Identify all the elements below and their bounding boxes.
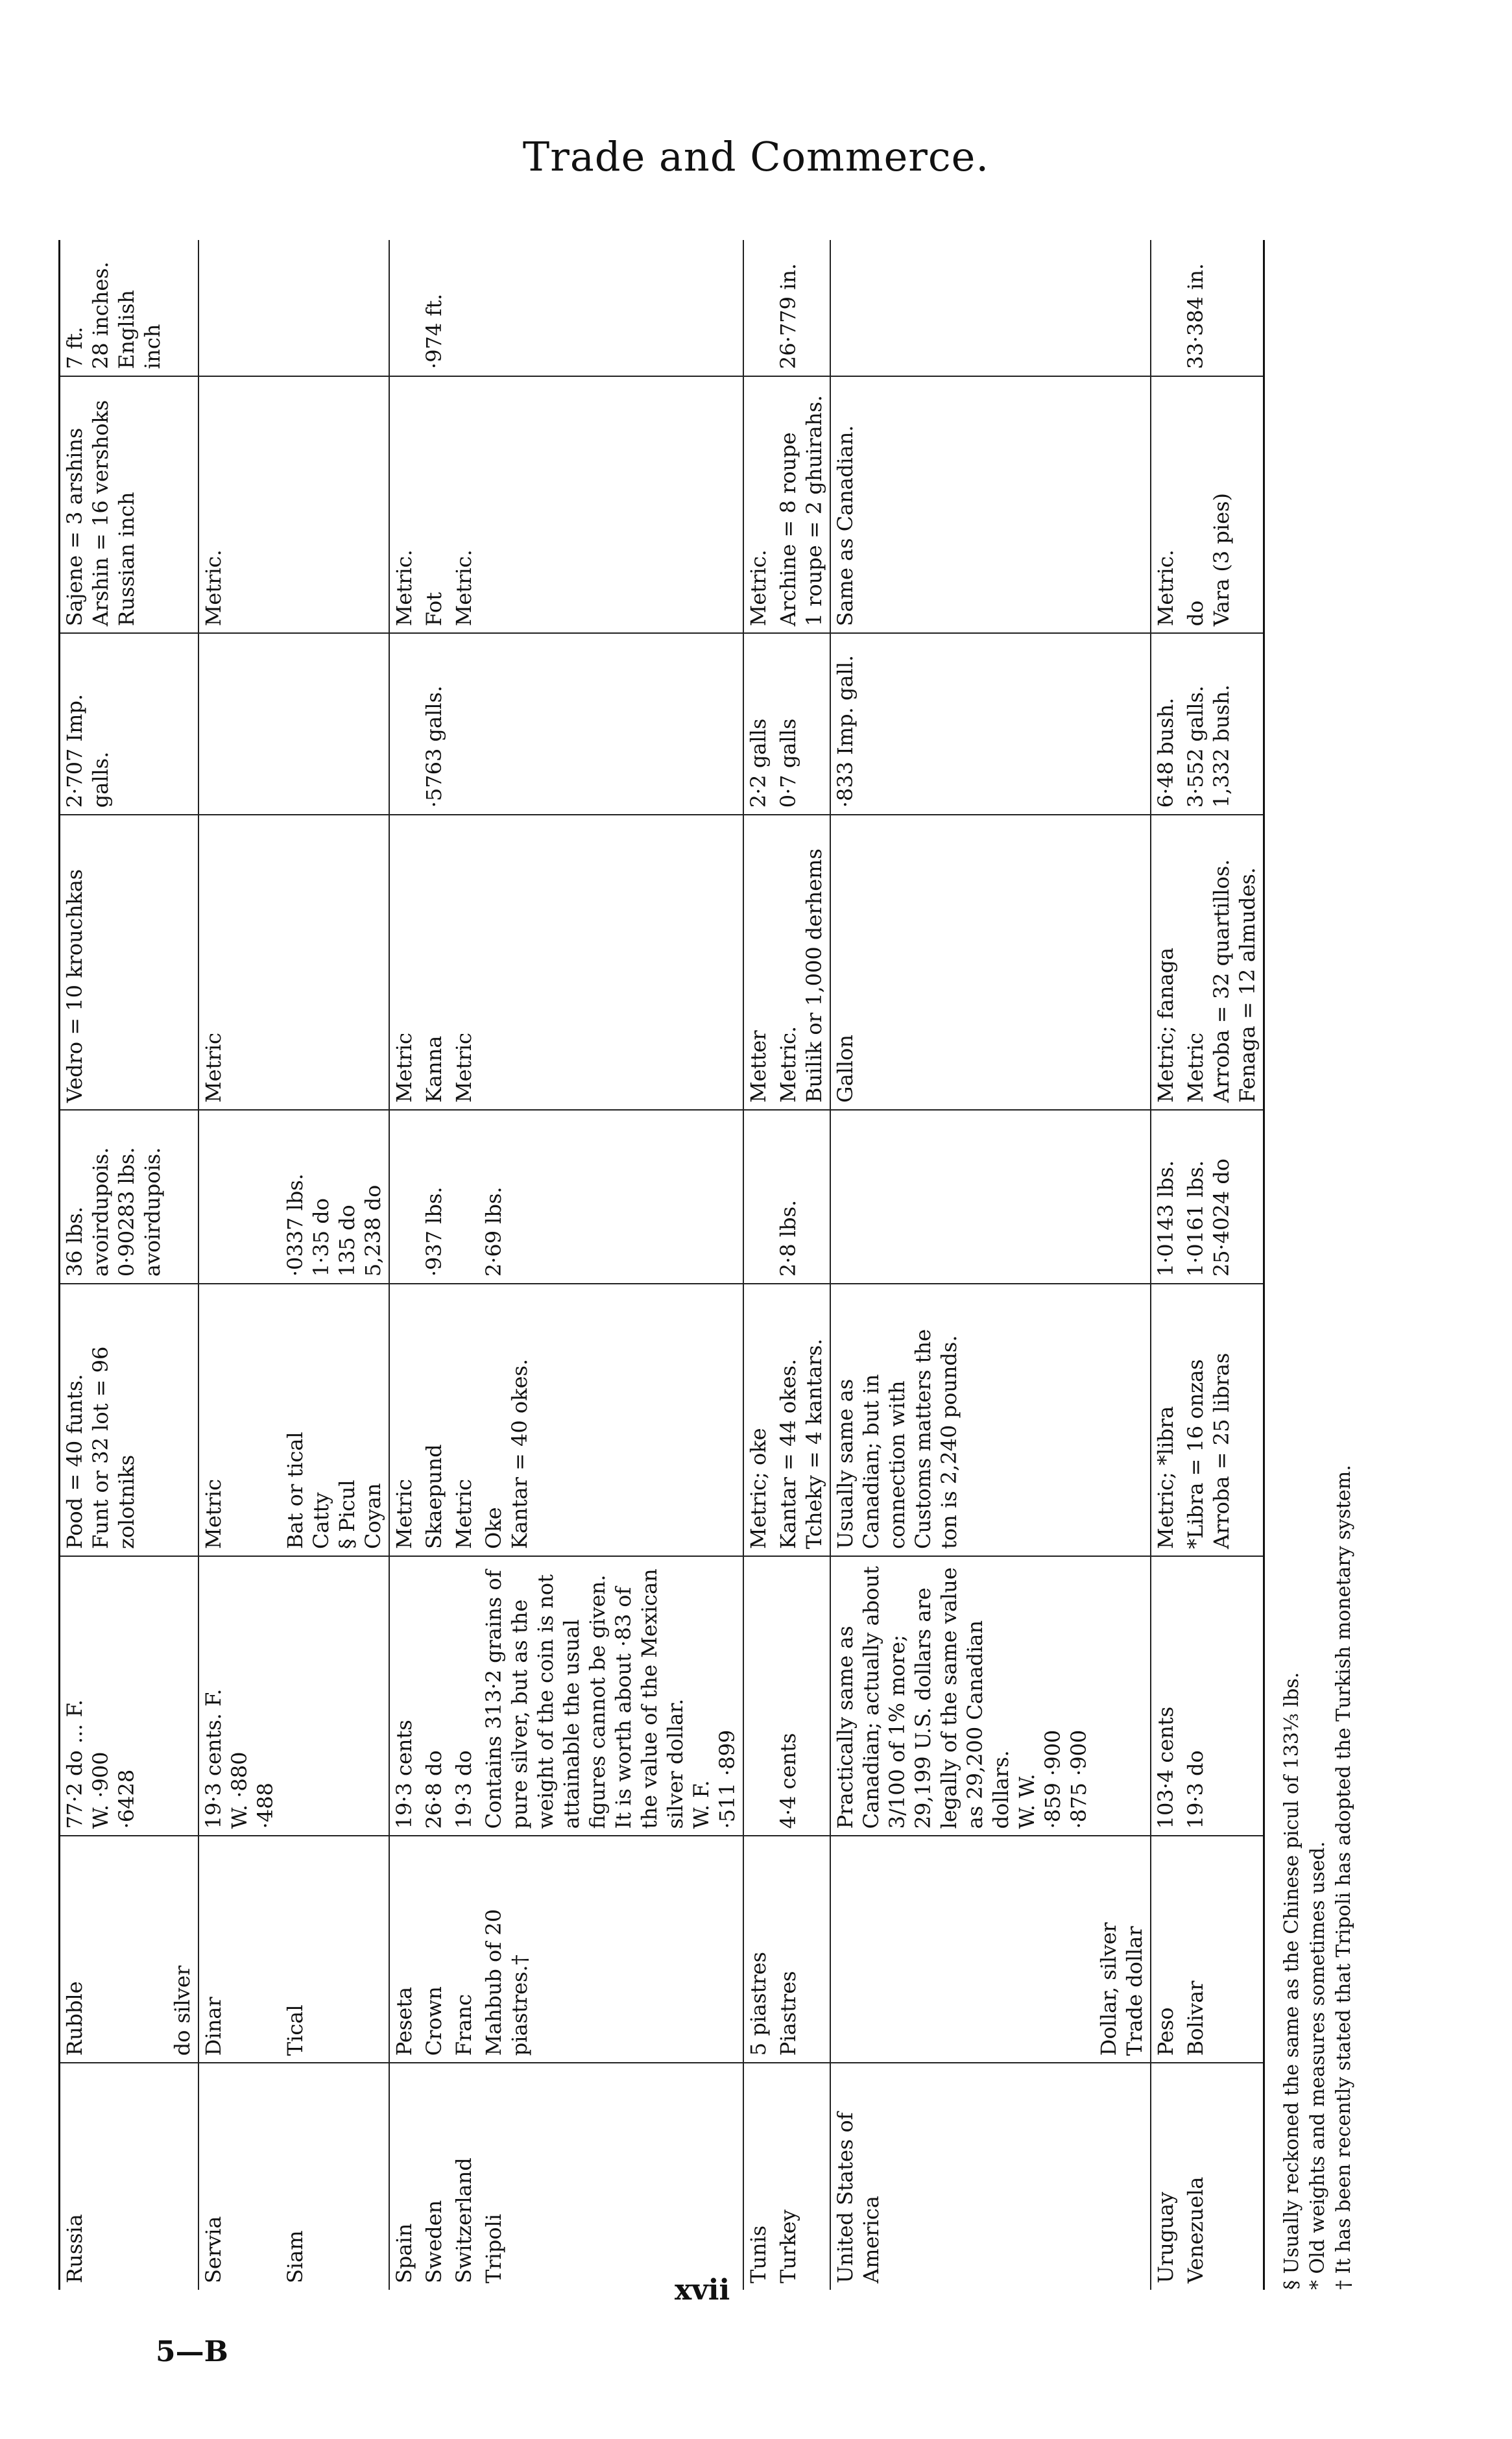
table-body <box>60 240 1264 2290</box>
cell-liquid: Kanna <box>420 815 450 1110</box>
cell-value: 19·3 cents <box>389 1556 420 1836</box>
cell-country: Tunis <box>743 2063 774 2290</box>
table-row <box>420 240 450 2290</box>
cell-value: 19·3 do <box>450 1556 479 1836</box>
cell-value <box>743 1556 774 1836</box>
cell-weight-equiv: 2·8 lbs. <box>774 1110 830 1284</box>
cell-liquid <box>479 815 743 1110</box>
cell-long: Metric. <box>198 376 281 633</box>
cell-length-equiv <box>281 240 389 376</box>
cell-value: 4·4 cents <box>774 1556 830 1836</box>
cell-weight: Metric; oke <box>743 1284 774 1556</box>
cell-long: Metric. <box>743 376 774 633</box>
page-title: Trade and Commerce. <box>522 133 990 180</box>
cell-unit: Dollar, silver Trade dollar <box>1094 1836 1151 2063</box>
cell-country: Turkey <box>776 2209 800 2283</box>
cell-liquid: Metric; fanaga <box>1151 815 1181 1110</box>
cell-unit: Piastres <box>774 1836 830 2063</box>
cell-imperial: 2·707 Imp. galls. <box>60 633 169 815</box>
cell-liquid: Metric <box>450 815 479 1110</box>
cell-country: Tripoli <box>481 2213 506 2283</box>
cell-length-equiv <box>830 240 1094 376</box>
cell-value: Practically same as Canadian; actually about 3/100 of 1% more; 29,199 U.S. dollars are legally of the same value as 29,200 Canadian dollars. W. W. ·859 ·900 ·875 ·900 <box>830 1556 1094 1836</box>
cell-country: Spain <box>389 2063 420 2290</box>
cell-value: 77·2 do ... F. W. ·900 ·6428 <box>60 1556 169 1836</box>
cell-length-equiv <box>198 240 281 376</box>
table-row <box>1181 240 1264 2290</box>
cell-country: Sweden <box>422 2200 446 2283</box>
cell-unit: Peso <box>1151 1836 1181 2063</box>
cell-length-equiv <box>743 240 774 376</box>
cell-length-equiv <box>1151 240 1181 376</box>
cell-length-equiv: 33·384 in. <box>1181 240 1264 376</box>
cell-imperial <box>1094 633 1151 815</box>
table-row <box>450 240 479 2290</box>
cell-weight-equiv <box>830 1110 1094 1284</box>
cell-unit: 5 piastres <box>743 1836 774 2063</box>
cell-value <box>168 1556 198 1836</box>
cell-liquid: Metric <box>198 815 281 1110</box>
cell-country: Venezuela <box>1181 2063 1264 2290</box>
cell-weight-equiv <box>450 1110 479 1284</box>
cell-imperial <box>198 633 281 815</box>
cell-long <box>479 376 743 633</box>
cell-weight: Oke Kantar = 40 okes. <box>479 1284 743 1556</box>
table-row <box>1151 240 1181 2290</box>
cell-country: Russia <box>60 2063 169 2290</box>
table-row <box>479 240 743 2290</box>
cell-imperial <box>389 633 420 815</box>
table-row <box>198 240 281 2290</box>
table-row <box>830 240 1094 2290</box>
table-row <box>60 240 169 2290</box>
sheet-mark: 5—B <box>156 2335 228 2368</box>
cell-liquid <box>281 815 389 1110</box>
cell-country <box>168 2063 198 2290</box>
cell-value: Contains 313·2 grains of pure silver, but as the weight of the coin is not attainable the usual figures cannot be given. It is worth about ·83 of the value of the Mexican silver dollar. W. F. ·511 ·899 <box>479 1556 743 1836</box>
cell-value: 19·3 cents. F. W. ·880 ·488 <box>198 1556 281 1836</box>
cell-weight: Skaepund <box>420 1284 450 1556</box>
cell-weight-equiv <box>389 1110 420 1284</box>
cell-length-equiv <box>1094 240 1151 376</box>
cell-weight-equiv: ·0337 lbs. 1·35 do 135 do 5,238 do <box>281 1110 389 1284</box>
cell-imperial <box>479 633 743 815</box>
trade-table <box>58 240 1265 2290</box>
cell-liquid: Metric <box>389 815 420 1110</box>
footnote: † It has been recently stated that Tripoli has adopted the Turkish monetary system. <box>1332 1465 1355 2290</box>
cell-weight: Metric <box>450 1284 479 1556</box>
cell-unit: Tical <box>281 1836 389 2063</box>
cell-liquid: Metric. Builik or 1,000 derhems <box>774 815 830 1110</box>
page-folio: xvii <box>675 2274 730 2307</box>
cell-weight-equiv: 1·0161 lbs. 25·4024 do <box>1181 1110 1264 1284</box>
footnotes <box>1279 240 1357 2290</box>
cell-imperial: 3·552 galls. 1,332 bush. <box>1181 633 1264 815</box>
cell-length-equiv: 26·779 in. <box>774 240 830 376</box>
table-row <box>281 240 389 2290</box>
cell-unit: do silver <box>168 1836 198 2063</box>
cell-value: 26·8 do <box>420 1556 450 1836</box>
cell-country: United States of America <box>830 2063 1094 2290</box>
table-row <box>743 240 774 2290</box>
cell-unit <box>830 1836 1094 2063</box>
cell-length-equiv <box>479 240 743 376</box>
cell-weight-equiv <box>743 1110 774 1284</box>
footnote: § Usually reckoned the same as the Chinese picul of 133⅓ lbs. <box>1280 1672 1303 2290</box>
cell-imperial <box>450 633 479 815</box>
table-row <box>1094 240 1151 2290</box>
cell-weight-equiv: 2·69 lbs. <box>479 1110 743 1284</box>
cell-long: Metric. <box>389 376 420 633</box>
cell-value <box>281 1556 389 1836</box>
cell-weight: Metric; *libra <box>1151 1284 1181 1556</box>
cell-length-equiv: 7 ft. 28 inches. English inch <box>60 240 169 376</box>
cell-unit: Bolivar <box>1181 1836 1264 2063</box>
cell-weight: *Libra = 16 onzas Arroba = 25 libras <box>1181 1284 1264 1556</box>
cell-liquid: Vedro = 10 krouchkas <box>60 815 169 1110</box>
cell-length-equiv <box>168 240 198 376</box>
cell-imperial <box>168 633 198 815</box>
cell-unit: Rubble <box>60 1836 169 2063</box>
cell-country: Siam <box>283 2230 307 2283</box>
cell-country: Uruguay <box>1151 2063 1181 2290</box>
cell-long <box>1094 376 1151 633</box>
cell-imperial: 6·48 bush. <box>1151 633 1181 815</box>
cell-liquid: Gallon <box>830 815 1094 1110</box>
cell-weight: Kantar = 44 okes. Tcheky = 4 kantars. <box>774 1284 830 1556</box>
cell-long: do Vara (3 pies) <box>1181 376 1264 633</box>
cell-weight: Usually same as Canadian; but in connection with Customs matters the ton is 2,240 pounds. <box>830 1284 1094 1556</box>
cell-long <box>168 376 198 633</box>
cell-imperial: 2·2 galls <box>743 633 774 815</box>
cell-weight: Metric <box>389 1284 420 1556</box>
cell-weight-equiv: ·937 lbs. <box>420 1110 450 1284</box>
cell-weight-equiv: 1·0143 lbs. <box>1151 1110 1181 1284</box>
cell-long: Same as Canadian. <box>830 376 1094 633</box>
cell-liquid <box>1094 815 1151 1110</box>
cell-unit: Crown <box>420 1836 450 2063</box>
cell-unit: Franc <box>450 1836 479 2063</box>
cell-weight-equiv <box>168 1110 198 1284</box>
cell-weight-equiv <box>198 1110 281 1284</box>
cell-length-equiv: ·974 ft. <box>420 240 450 376</box>
cell-weight: Bat or tical Catty § Picul Coyan <box>281 1284 389 1556</box>
cell-weight-equiv <box>1094 1110 1151 1284</box>
cell-long: Metric. <box>1151 376 1181 633</box>
cell-liquid <box>168 815 198 1110</box>
cell-imperial <box>281 633 389 815</box>
cell-country: Switzerland <box>451 2157 476 2283</box>
cell-long: Metric. <box>450 376 479 633</box>
cell-unit: Dinar <box>198 1836 281 2063</box>
cell-length-equiv <box>389 240 420 376</box>
cell-country: Servia <box>198 2063 281 2290</box>
cell-liquid: Metric Arroba = 32 quartillos. Fenaga = 12 almudes. <box>1181 815 1264 1110</box>
cell-value: 19·3 do <box>1181 1556 1264 1836</box>
cell-weight: Metric <box>198 1284 281 1556</box>
cell-imperial: 0·7 galls <box>774 633 830 815</box>
cell-unit: Peseta <box>389 1836 420 2063</box>
table-row <box>774 240 830 2290</box>
cell-country <box>1094 2063 1151 2290</box>
cell-value <box>1094 1556 1151 1836</box>
cell-unit: Mahbub of 20 piastres.† <box>479 1836 743 2063</box>
cell-liquid: Metter <box>743 815 774 1110</box>
cell-weight-equiv: 36 lbs. avoirdupois. 0·90283 lbs. avoirdupois. <box>60 1110 169 1284</box>
table-row <box>389 240 420 2290</box>
rotated-table-area <box>58 240 1355 2290</box>
cell-long: Archine = 8 roupe 1 roupe = 2 ghuirahs. <box>774 376 830 633</box>
cell-imperial: ·5763 galls. <box>420 633 450 815</box>
cell-long: Fot <box>420 376 450 633</box>
cell-long: Sajene = 3 arshins Arshin = 16 vershoks Russian inch <box>60 376 169 633</box>
table-row <box>168 240 198 2290</box>
cell-length-equiv <box>450 240 479 376</box>
footnote: * Old weights and measures sometimes used. <box>1306 1841 1329 2290</box>
cell-weight <box>168 1284 198 1556</box>
cell-value: 103·4 cents <box>1151 1556 1181 1836</box>
cell-long <box>281 376 389 633</box>
cell-weight: Pood = 40 funts. Funt or 32 lot = 96 zolotniks <box>60 1284 169 1556</box>
cell-imperial: ·833 Imp. gall. <box>830 633 1094 815</box>
cell-weight <box>1094 1284 1151 1556</box>
